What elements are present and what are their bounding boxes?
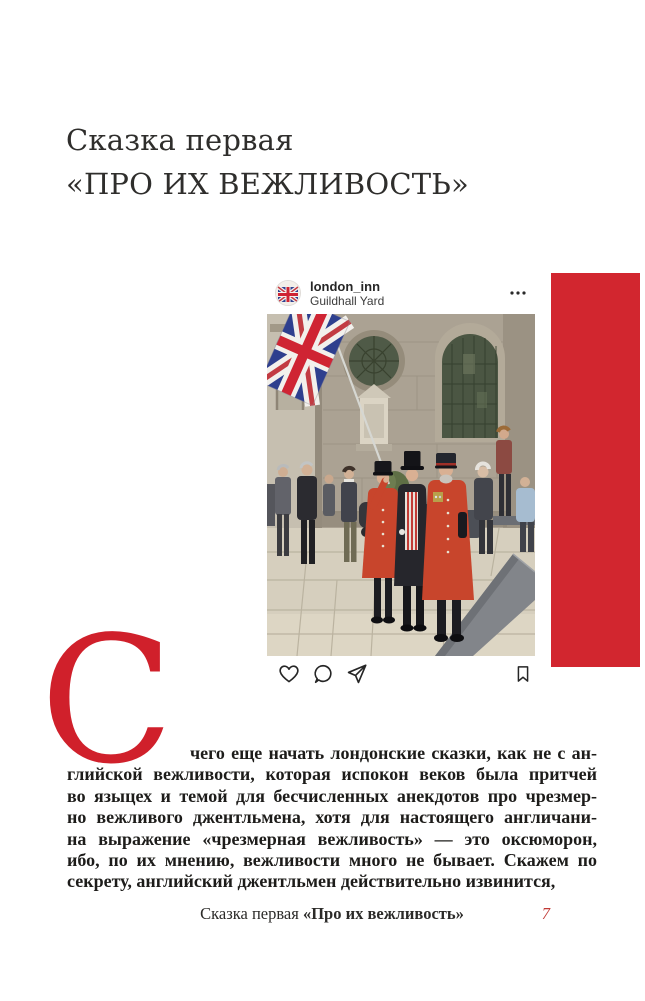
comment-icon [312, 663, 334, 685]
body-line: глийской вежливости, которая испокон веков была притчей [67, 764, 597, 785]
footer-chapter-label: Сказка первая [200, 904, 303, 923]
red-accent-bar [551, 273, 640, 667]
body-line: но вежливого джентльмена, хотя для настоящего англичани- [67, 807, 597, 828]
comment-button[interactable] [312, 663, 334, 685]
instagram-action-bar [267, 663, 535, 685]
instagram-post [267, 272, 535, 685]
body-line: ибо, по их мнению, вежливости много не бывает. Скажем по [67, 849, 597, 870]
footer-chapter-name: «Про их вежливость» [302, 904, 464, 923]
post-photo[interactable] [267, 314, 535, 656]
instagram-post-header [267, 272, 535, 314]
chapter-title [66, 118, 469, 206]
union-jack-avatar-icon [276, 281, 300, 305]
drop-cap: С [40, 600, 174, 803]
chapter-title-line1: Сказка первая [66, 123, 294, 157]
more-options-button[interactable] [509, 290, 531, 296]
body-line: во языцех и темой для бесчисленных анекдотов про чрезмер- [67, 785, 597, 806]
username[interactable]: london_inn [310, 278, 381, 294]
page-number: 7 [541, 904, 550, 923]
instagram-post-author [310, 279, 384, 308]
like-button[interactable] [278, 663, 300, 685]
share-button[interactable] [346, 663, 368, 685]
body-paragraph [67, 743, 597, 893]
chapter-title-line2: «ПРО ИХ ВЕЖЛИВОСТЬ» [66, 167, 469, 201]
bookmark-icon [513, 663, 533, 685]
save-button[interactable] [513, 663, 533, 685]
ellipsis-icon [509, 290, 527, 296]
arched-window [435, 323, 505, 442]
avatar[interactable] [275, 280, 301, 306]
paper-plane-icon [346, 663, 368, 685]
body-line: на выражение «чрезмерная вежливость» — это оксюморон, [67, 828, 597, 849]
heart-icon [278, 663, 300, 685]
body-line: секрету, английский джентльмен действительно извинится, [67, 871, 556, 892]
location-link[interactable]: Guildhall Yard [310, 293, 385, 308]
running-footer [67, 903, 597, 925]
body-line: чего еще начать лондонские сказки, как не с ан- [190, 743, 597, 763]
